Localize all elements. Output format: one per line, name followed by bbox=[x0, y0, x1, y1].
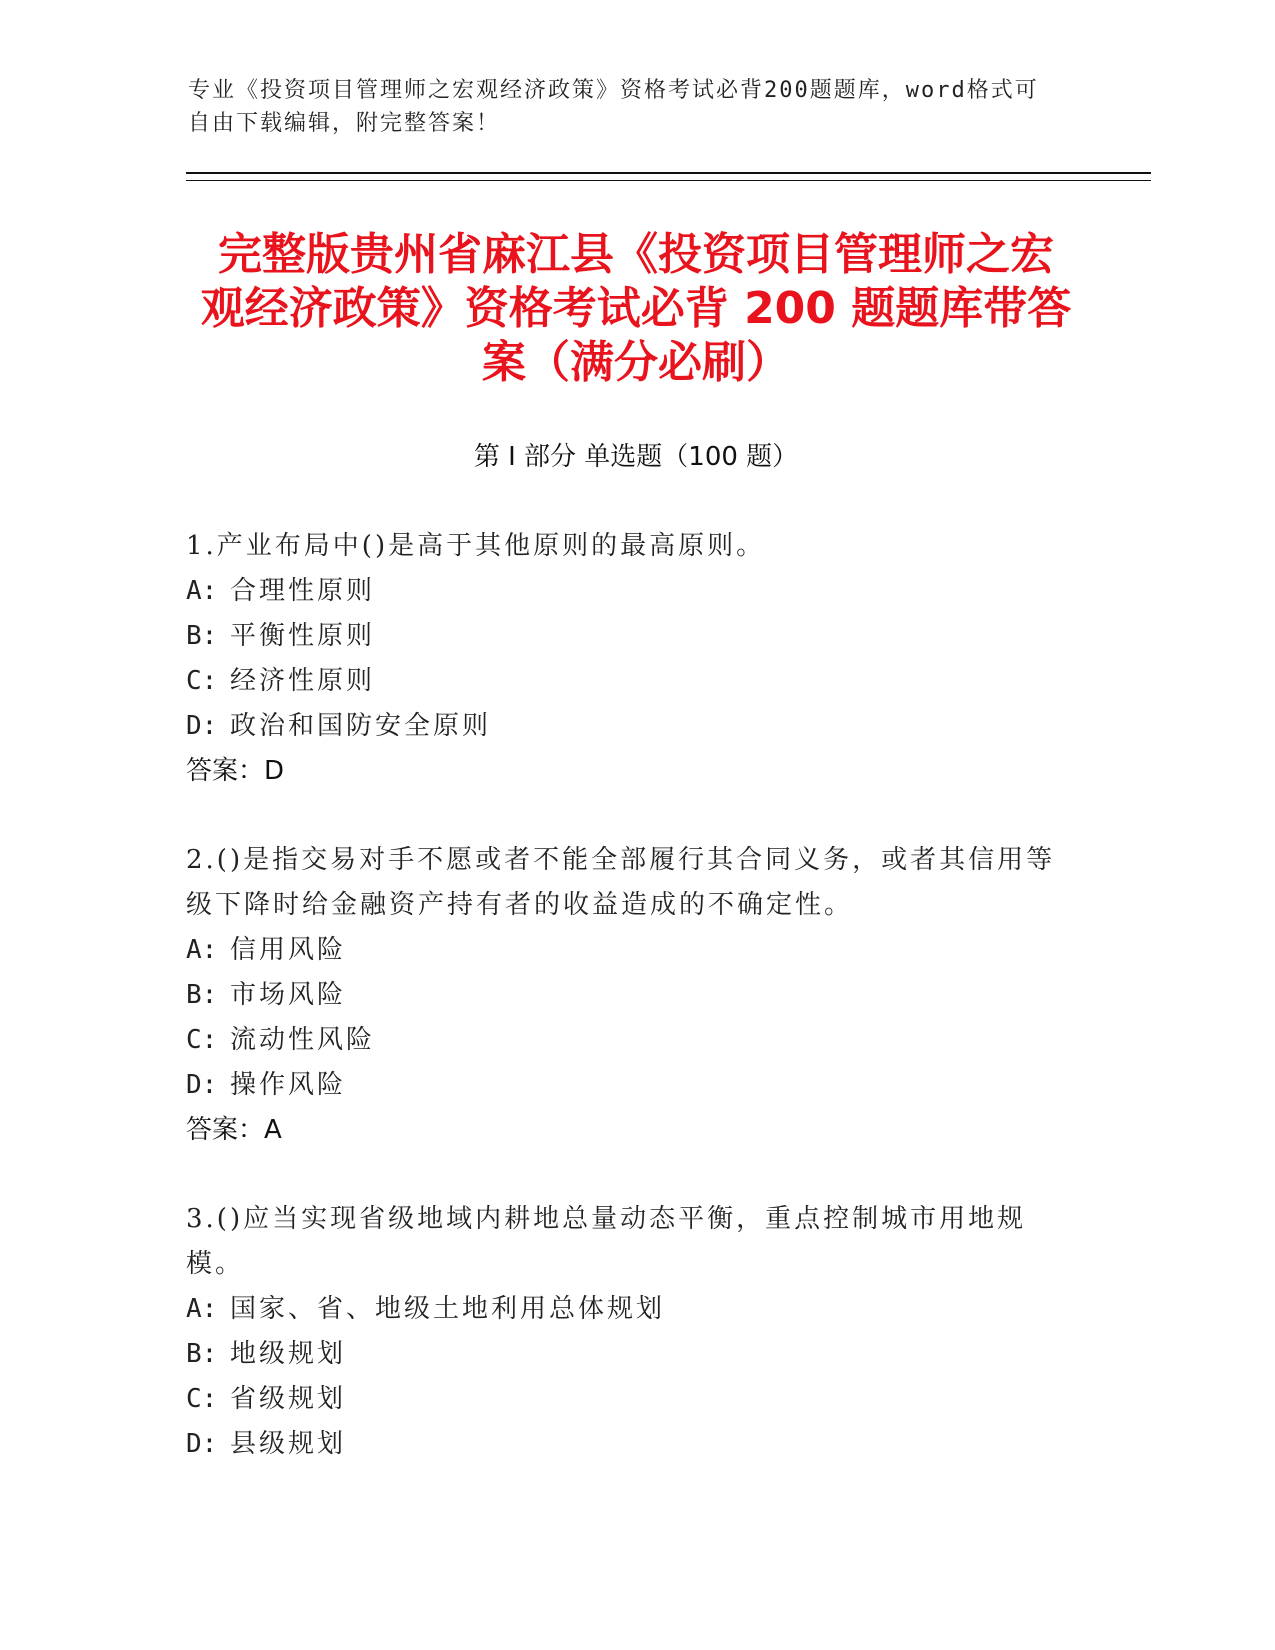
option-key: B: bbox=[186, 621, 218, 651]
section-heading: 第 I 部分 单选题（100 题） bbox=[473, 442, 799, 472]
option-text: 信用风险 bbox=[230, 935, 347, 965]
question-stem: 3.()应当实现省级地域内耕地总量动态平衡，重点控制城市用地规模。 bbox=[186, 1204, 1027, 1279]
option-d bbox=[186, 1063, 1066, 1108]
header-divider-bottom bbox=[186, 180, 1151, 181]
option-key: D: bbox=[186, 1070, 218, 1100]
question-stem: 1.产业布局中()是高于其他原则的最高原则。 bbox=[186, 531, 766, 561]
option-text: 流动性风险 bbox=[230, 1025, 376, 1055]
option-key: B: bbox=[186, 980, 218, 1010]
option-a bbox=[186, 1287, 1066, 1332]
option-text: 市场风险 bbox=[230, 980, 347, 1010]
option-key: C: bbox=[186, 1025, 218, 1055]
answer-line: 答案：D bbox=[186, 756, 285, 786]
document-title bbox=[186, 228, 1086, 390]
question-stem: 2.()是指交易对手不愿或者不能全部履行其合同义务，或者其信用等级下降时给金融资产持有者的收益造成的不确定性。 bbox=[186, 845, 1056, 920]
option-key: D: bbox=[186, 711, 218, 741]
option-text: 操作风险 bbox=[230, 1070, 347, 1100]
option-d bbox=[186, 704, 1066, 749]
option-text: 政治和国防安全原则 bbox=[230, 711, 492, 741]
option-key: C: bbox=[186, 666, 218, 696]
option-c bbox=[186, 1018, 1066, 1063]
option-text: 省级规划 bbox=[230, 1384, 347, 1414]
option-text: 县级规划 bbox=[230, 1429, 347, 1459]
option-b bbox=[186, 614, 1066, 659]
title-line-2: 观经济政策》资格考试必背 200 题题库带答 bbox=[200, 283, 1072, 334]
option-text: 经济性原则 bbox=[230, 666, 376, 696]
option-a bbox=[186, 569, 1066, 614]
question-3 bbox=[186, 1197, 1066, 1467]
header-line-1: 专业《投资项目管理师之宏观经济政策》资格考试必背200题题库，word格式可 bbox=[188, 78, 1039, 103]
title-line-3: 案（满分必刷） bbox=[482, 337, 790, 388]
option-key: B: bbox=[186, 1339, 218, 1369]
option-b bbox=[186, 1332, 1066, 1377]
option-key: A: bbox=[186, 935, 218, 965]
answer-line: 答案：A bbox=[186, 1115, 282, 1145]
option-c bbox=[186, 659, 1066, 704]
option-text: 地级规划 bbox=[230, 1339, 347, 1369]
option-key: D: bbox=[186, 1429, 218, 1459]
option-key: A: bbox=[186, 1294, 218, 1324]
question-1 bbox=[186, 524, 1066, 794]
option-text: 国家、省、地级土地利用总体规划 bbox=[230, 1294, 666, 1324]
option-b bbox=[186, 973, 1066, 1018]
option-text: 平衡性原则 bbox=[230, 621, 376, 651]
option-key: A: bbox=[186, 576, 218, 606]
option-key: C: bbox=[186, 1384, 218, 1414]
header-line-2: 自由下载编辑，附完整答案！ bbox=[188, 111, 501, 136]
question-list bbox=[186, 524, 1066, 1511]
title-line-1: 完整版贵州省麻江县《投资项目管理师之宏 bbox=[218, 229, 1054, 280]
question-2 bbox=[186, 838, 1066, 1153]
header-divider-top bbox=[186, 172, 1151, 174]
option-d bbox=[186, 1422, 1066, 1467]
document-header bbox=[188, 74, 1068, 140]
option-a bbox=[186, 928, 1066, 973]
option-text: 合理性原则 bbox=[230, 576, 376, 606]
option-c bbox=[186, 1377, 1066, 1422]
